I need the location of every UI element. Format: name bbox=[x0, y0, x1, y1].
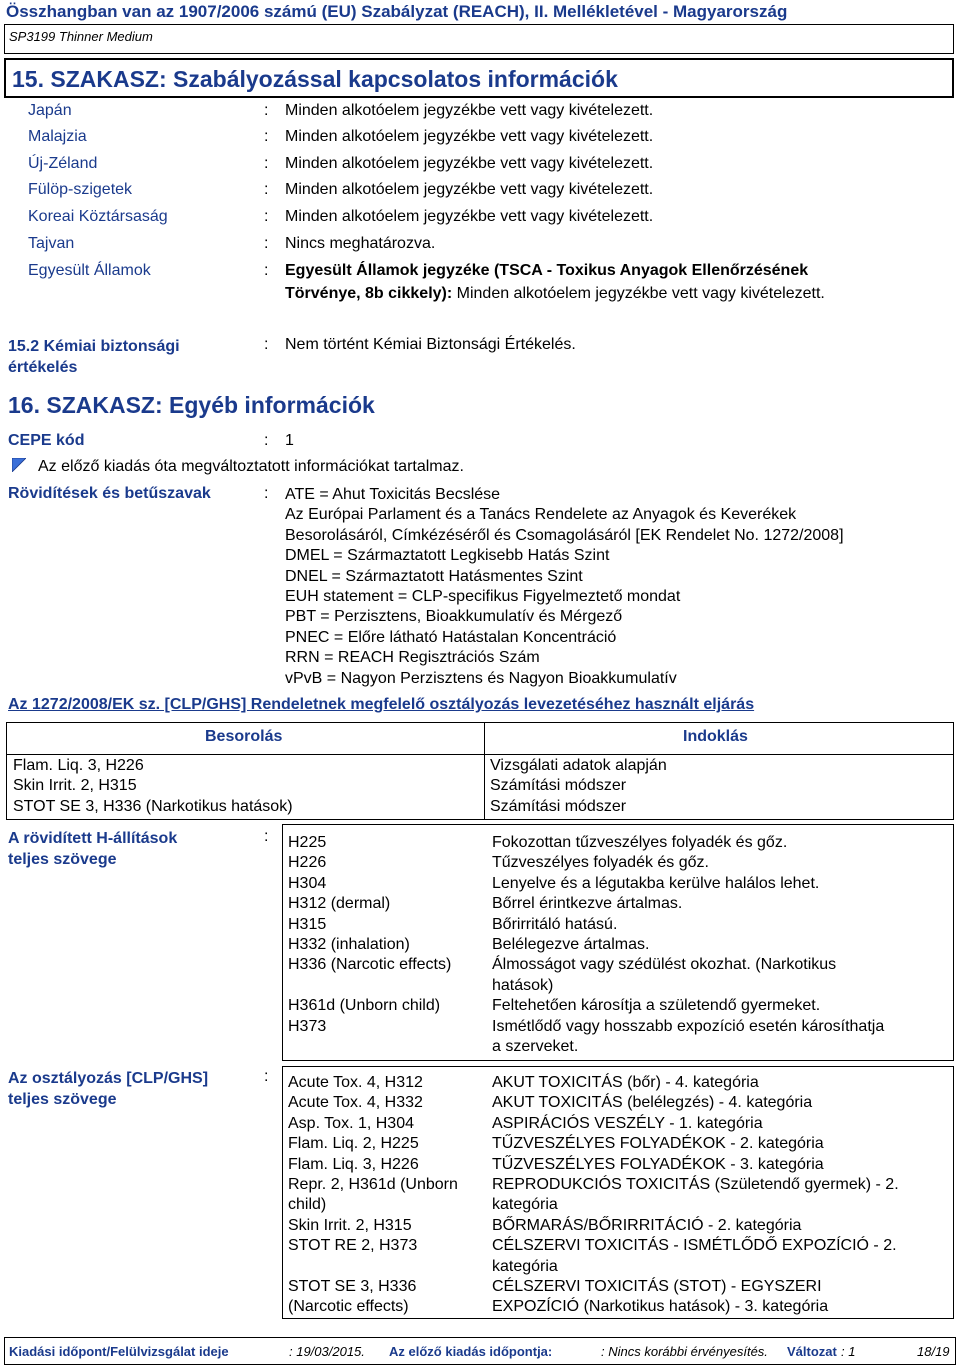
clp-code: Repr. 2, H361d (Unborn bbox=[288, 1176, 458, 1194]
h-text: a szerveket. bbox=[492, 1038, 579, 1056]
h-code: H312 (dermal) bbox=[288, 895, 391, 913]
h-code: H361d (Unborn child) bbox=[288, 997, 441, 1015]
clp-code: STOT SE 3, H336 bbox=[288, 1278, 417, 1296]
product-name-box bbox=[4, 24, 954, 54]
clp-code: Skin Irrit. 2, H315 bbox=[288, 1216, 412, 1234]
clp-full-text-label bbox=[8, 1068, 208, 1110]
chemical-safety-label-line2: értékelés bbox=[8, 359, 78, 376]
column-header-classification: Besorolás bbox=[205, 728, 283, 745]
colon: : bbox=[264, 235, 269, 252]
tsca-inventory-value: Minden alkotóelem jegyzékbe vett vagy kivételezett. bbox=[452, 285, 825, 302]
inventory-country: Japán bbox=[28, 102, 72, 119]
clp-text: TŰZVESZÉLYES FOLYADÉKOK - 3. kategória bbox=[492, 1155, 824, 1173]
previous-issue-value: : Nincs korábbi érvényesítés. bbox=[601, 1344, 768, 1359]
abbreviations-label: Rövidítések és betűszavak bbox=[8, 485, 211, 502]
h-statements-label bbox=[8, 828, 177, 870]
clp-text: EXPOZÍCIÓ (Narkotikus hatások) - 3. kategória bbox=[492, 1298, 829, 1316]
clp-code: child) bbox=[288, 1196, 327, 1214]
h-statements-label-line1: A rövidített H-állítások bbox=[8, 830, 178, 847]
colon: : bbox=[264, 336, 269, 353]
h-text: Feltehetően károsítja a születendő gyermeket. bbox=[492, 997, 821, 1015]
clp-code: (Narcotic effects) bbox=[288, 1298, 409, 1316]
table-column-divider bbox=[484, 722, 485, 820]
clp-code: Acute Tox. 4, H312 bbox=[288, 1074, 423, 1091]
abbreviation-item: EUH statement = CLP-specifikus Figyelmeztető mondat bbox=[285, 588, 681, 606]
table-cell: STOT SE 3, H336 (Narkotikus hatások) bbox=[13, 797, 293, 815]
inventory-value: Minden alkotóelem jegyzékbe vett vagy kivételezett. bbox=[285, 208, 654, 225]
clp-text: AKUT TOXICITÁS (bőr) - 4. kategória bbox=[492, 1074, 759, 1091]
clp-text: TŰZVESZÉLYES FOLYADÉKOK - 2. kategória bbox=[492, 1135, 824, 1153]
h-text: Bőrirritáló hatású. bbox=[492, 915, 618, 933]
h-text: Tűzveszélyes folyadék és gőz. bbox=[492, 854, 709, 872]
inventory-country-usa: Egyesült Államok bbox=[28, 262, 151, 279]
page-number: 18/19 bbox=[917, 1344, 950, 1359]
clp-texts-column bbox=[492, 1073, 899, 1318]
tsca-inventory-line2 bbox=[285, 285, 825, 303]
table-cell: Skin Irrit. 2, H315 bbox=[13, 777, 137, 795]
table-cell: Számítási módszer bbox=[490, 777, 627, 795]
tsca-inventory-line1: Egyesült Államok jegyzéke (TSCA - Toxikus Anyagok Ellenőrzésének bbox=[285, 262, 809, 279]
inventory-country: Malajzia bbox=[28, 128, 87, 145]
page-footer bbox=[4, 1337, 956, 1365]
abbreviation-item: DMEL = Származtatott Legkisebb Hatás Szint bbox=[285, 547, 610, 565]
colon: : bbox=[264, 828, 269, 845]
h-code: H225 bbox=[288, 834, 327, 851]
inventory-country: Fülöp-szigetek bbox=[28, 181, 133, 198]
inventory-country: Koreai Köztársaság bbox=[28, 208, 168, 225]
clp-code: Asp. Tox. 1, H304 bbox=[288, 1114, 414, 1132]
inventory-value: Minden alkotóelem jegyzékbe vett vagy kivételezett. bbox=[285, 155, 654, 172]
version-label: Változat bbox=[787, 1344, 837, 1359]
h-text: Álmosságot vagy szédülést okozhat. (Narkotikus bbox=[492, 956, 837, 974]
chemical-safety-label bbox=[8, 336, 180, 378]
abbreviation-item: Az Európai Parlament és a Tanács Rendelete az Anyagok és Keverékek bbox=[285, 506, 797, 524]
h-code: H315 bbox=[288, 915, 327, 933]
inventory-country: Új-Zéland bbox=[28, 155, 98, 172]
colon: : bbox=[264, 208, 269, 225]
h-text: Bőrrel érintkezve ártalmas. bbox=[492, 895, 683, 913]
inventory-value: Minden alkotóelem jegyzékbe vett vagy kivételezett. bbox=[285, 181, 654, 198]
inventory-country: Tajvan bbox=[28, 235, 75, 252]
h-statements-label-line2: teljes szövege bbox=[8, 851, 117, 868]
clp-text: CÉLSZERVI TOXICITÁS - ISMÉTLŐDŐ EXPOZÍCIÓ - 2. bbox=[492, 1237, 897, 1255]
classification-column bbox=[13, 756, 293, 817]
abbreviation-item: PBT = Perzisztens, Bioakkumulatív és Mérgező bbox=[285, 608, 623, 626]
chemical-safety-value: Nem történt Kémiai Biztonsági Értékelés. bbox=[285, 336, 576, 353]
previous-issue-label: Az előző kiadás időpontja: bbox=[389, 1344, 553, 1359]
colon: : bbox=[264, 485, 269, 502]
abbreviation-item: Besorolásáról, Címkézéséről és Csomagolásáról [EK Rendelet No. 1272/2008] bbox=[285, 526, 844, 544]
inventory-value: Minden alkotóelem jegyzékbe vett vagy kivételezett. bbox=[285, 102, 654, 119]
issue-date-value: : 19/03/2015. bbox=[289, 1344, 365, 1359]
abbreviations-list bbox=[285, 485, 844, 689]
cepe-code-label: CEPE kód bbox=[8, 432, 85, 449]
table-cell: Számítási módszer bbox=[490, 797, 627, 815]
clp-text: CÉLSZERVI TOXICITÁS (STOT) - EGYSZERI bbox=[492, 1278, 822, 1296]
inventory-value: Minden alkotóelem jegyzékbe vett vagy kivételezett. bbox=[285, 128, 654, 145]
changed-note: Az előző kiadás óta megváltoztatott információkat tartalmaz. bbox=[38, 458, 464, 475]
colon: : bbox=[264, 181, 269, 198]
h-text: Ismétlődő vagy hosszabb expozíció esetén károsíthatja bbox=[492, 1017, 885, 1035]
h-code: H336 (Narcotic effects) bbox=[288, 956, 452, 974]
abbreviation-item: RRN = REACH Regisztrációs Szám bbox=[285, 649, 540, 667]
cepe-code-value: 1 bbox=[285, 432, 294, 449]
clp-code: Flam. Liq. 2, H225 bbox=[288, 1135, 419, 1153]
clp-text: kategória bbox=[492, 1196, 558, 1214]
clp-text: kategória bbox=[492, 1257, 558, 1275]
colon: : bbox=[264, 432, 269, 449]
clp-code: Acute Tox. 4, H332 bbox=[288, 1094, 423, 1112]
h-code: H304 bbox=[288, 874, 327, 892]
column-header-justification: Indoklás bbox=[683, 728, 748, 745]
colon: : bbox=[264, 1068, 269, 1085]
clp-text: ASPIRÁCIÓS VESZÉLY - 1. kategória bbox=[492, 1114, 763, 1132]
table-cell: Vizsgálati adatok alapján bbox=[490, 757, 667, 774]
chemical-safety-label-line1: 15.2 Kémiai biztonsági bbox=[8, 338, 180, 355]
abbreviation-item: PNEC = Előre látható Hatástalan Koncentráció bbox=[285, 628, 617, 646]
document-header-title: Összhangban van az 1907/2006 számú (EU) Szabályzat (REACH), II. Mellékletével - Magyarország bbox=[6, 2, 788, 21]
section-15-header bbox=[4, 58, 954, 98]
clp-code: Flam. Liq. 3, H226 bbox=[288, 1155, 419, 1173]
inventory-value: Nincs meghatározva. bbox=[285, 235, 436, 252]
h-codes-column bbox=[288, 833, 451, 1037]
clp-text: BŐRMARÁS/BŐRIRRITÁCIÓ - 2. kategória bbox=[492, 1216, 802, 1234]
clp-codes-column bbox=[288, 1073, 458, 1318]
h-text: hatások) bbox=[492, 976, 554, 994]
abbreviation-item: ATE = Ahut Toxicitás Becslése bbox=[285, 486, 501, 503]
clp-full-text-label-line2: teljes szövege bbox=[8, 1091, 117, 1108]
product-name: SP3199 Thinner Medium bbox=[9, 29, 153, 44]
version-value: : 1 bbox=[841, 1344, 856, 1359]
tsca-inventory-bold: Törvénye, 8b cikkely): bbox=[285, 285, 453, 302]
section-16-title: 16. SZAKASZ: Egyéb információk bbox=[8, 392, 375, 418]
h-code: H226 bbox=[288, 854, 327, 872]
colon: : bbox=[264, 155, 269, 172]
change-flag-icon bbox=[12, 458, 26, 472]
h-texts-column bbox=[492, 833, 884, 1057]
clp-procedure-title: Az 1272/2008/EK sz. [CLP/GHS] Rendeletnek megfelelő osztályozás levezetéséhez használt eljárás bbox=[8, 696, 755, 713]
h-text: Lenyelve és a légutakba kerülve halálos lehet. bbox=[492, 874, 820, 892]
clp-text: AKUT TOXICITÁS (belélegzés) - 4. kategória bbox=[492, 1094, 813, 1112]
section-15-title: 15. SZAKASZ: Szabályozással kapcsolatos információk bbox=[12, 66, 618, 92]
clp-text: REPRODUKCIÓS TOXICITÁS (Születendő gyermek) - 2. bbox=[492, 1176, 899, 1194]
h-text: Belélegezve ártalmas. bbox=[492, 936, 650, 954]
justification-column bbox=[490, 756, 667, 817]
abbreviation-item: DNEL = Származtatott Hatásmentes Szint bbox=[285, 567, 583, 585]
colon: : bbox=[264, 128, 269, 145]
h-code: H332 (inhalation) bbox=[288, 936, 410, 954]
table-divider bbox=[6, 754, 954, 755]
clp-code: STOT RE 2, H373 bbox=[288, 1237, 418, 1255]
h-text: Fokozottan tűzveszélyes folyadék és gőz. bbox=[492, 834, 788, 851]
abbreviation-item: vPvB = Nagyon Perzisztens és Nagyon Bioakkumulatív bbox=[285, 669, 677, 687]
h-code: H373 bbox=[288, 1017, 327, 1035]
colon: : bbox=[264, 262, 269, 279]
issue-date-label: Kiadási időpont/Felülvizsgálat ideje bbox=[9, 1344, 229, 1359]
colon: : bbox=[264, 102, 269, 119]
clp-full-text-label-line1: Az osztályozás [CLP/GHS] bbox=[8, 1070, 209, 1087]
table-cell: Flam. Liq. 3, H226 bbox=[13, 757, 144, 774]
